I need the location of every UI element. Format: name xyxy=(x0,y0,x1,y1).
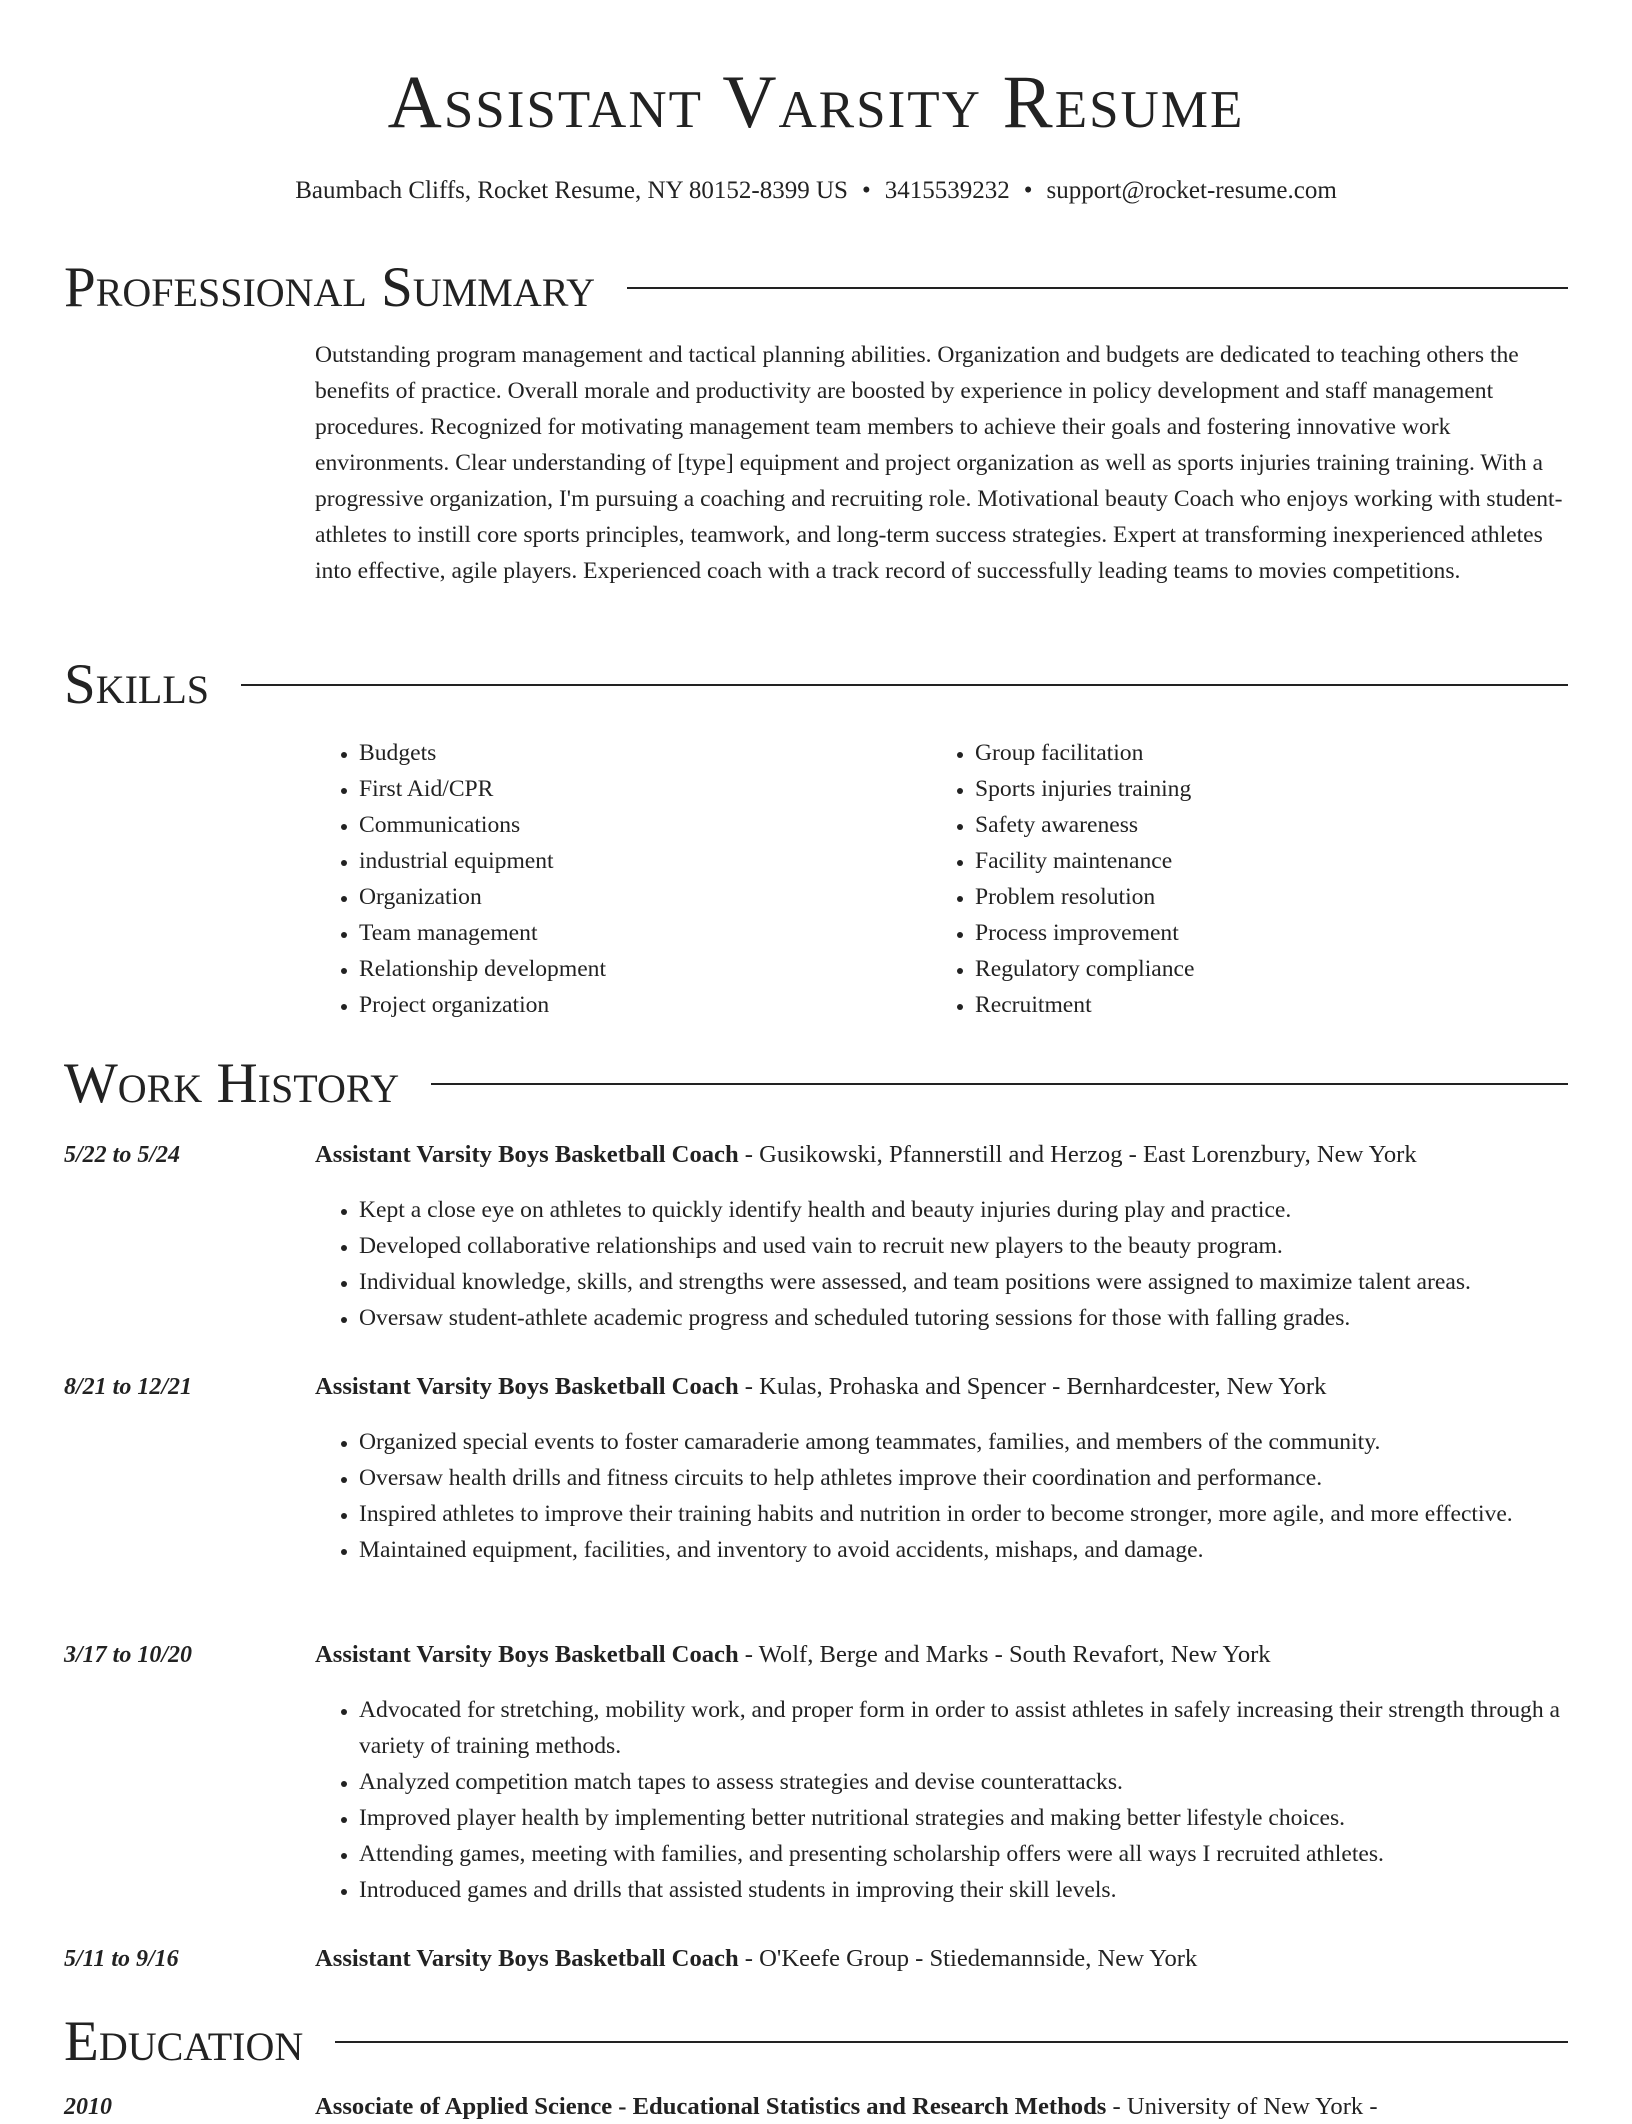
skill-item: • First Aid/CPR xyxy=(359,771,915,807)
skill-item: • Budgets xyxy=(359,735,915,771)
education-degree: Associate of Applied Science - Educational Statistics and Research Methods xyxy=(315,2093,1107,2120)
skill-item: • Recruitment xyxy=(975,987,1531,1023)
education-heading: Education xyxy=(64,2010,304,2073)
work-section-header xyxy=(64,1049,1568,1119)
job-employer: - Kulas, Prohaska and Spencer - Bernhardcester, New York xyxy=(738,1373,1327,1400)
summary-text: Outstanding program management and tactical planning abilities. Organization and budgets are dedicated to teaching others the benefits of practice. Overall morale and productivity are boosted by experience in policy development and staff management procedures. Recognized for motivating management team members to achieve their goals and fostering innovative work environments. Clear understanding of [type] equipment and project organization as well as sports injuries training training. With a progressive organization, I'm pursuing a coaching and recruiting role. Motivational beauty Coach who enjoys working with student-athletes to instill core sports principles, teamwork, and long-term success strategies. Expert at transforming inexperienced athletes into effective, agile players. Experienced coach with a track record of successfully leading teams to movies competitions. xyxy=(315,342,1563,584)
skills-column-left xyxy=(315,735,915,1023)
contact-separator: • xyxy=(861,177,871,204)
contact-address: Baumbach Cliffs, Rocket Resume, NY 80152-8399 US xyxy=(295,177,848,204)
job-heading xyxy=(315,1942,1575,1976)
resume-name: Assistant Varsity Resume xyxy=(387,61,1245,144)
job-bullet: • Individual knowledge, skills, and strengths were assessed, and team positions were assigned to maximize talent areas. xyxy=(359,1264,1570,1300)
skill-item: • Project organization xyxy=(359,987,915,1023)
job-employer: - Gusikowski, Pfannerstill and Herzog - East Lorenzbury, New York xyxy=(738,1141,1417,1168)
skill-item: • Process improvement xyxy=(975,915,1531,951)
job-bullet: • Analyzed competition match tapes to assess strategies and devise counterattacks. xyxy=(359,1764,1570,1800)
skill-item: • Relationship development xyxy=(359,951,915,987)
job-bullet: • Kept a close eye on athletes to quickly identify health and beauty injuries during play and practice. xyxy=(359,1192,1570,1228)
job-bullet: • Oversaw student-athlete academic progress and scheduled tutoring sessions for those with falling grades. xyxy=(359,1300,1570,1336)
contact-phone: 3415539232 xyxy=(884,177,1010,204)
job-bullets xyxy=(315,1424,1570,1568)
job-title: Assistant Varsity Boys Basketball Coach xyxy=(315,1141,739,1168)
skill-item: • Sports injuries training xyxy=(975,771,1531,807)
skills-heading: Skills xyxy=(64,653,210,716)
skill-item: • Safety awareness xyxy=(975,807,1531,843)
job-bullet: • Organized special events to foster camaraderie among teammates, families, and members of the community. xyxy=(359,1424,1570,1460)
job-bullet: • Advocated for stretching, mobility work, and proper form in order to assist athletes in safely increasing their strength through a variety of training methods. xyxy=(359,1692,1570,1764)
section-divider xyxy=(335,2041,1568,2043)
job-heading xyxy=(315,1370,1575,1404)
job-heading xyxy=(315,1638,1575,1672)
job-employer: - O'Keefe Group - Stiedemannside, New York xyxy=(738,1945,1198,1972)
skill-item: • Problem resolution xyxy=(975,879,1531,915)
education-heading-line xyxy=(315,2090,1575,2124)
work-heading: Work History xyxy=(64,1052,400,1115)
job-bullet: • Oversaw health drills and fitness circuits to help athletes improve their coordination and performance. xyxy=(359,1460,1570,1496)
skill-item: • Organization xyxy=(359,879,915,915)
summary-heading: Professional Summary xyxy=(64,256,596,319)
job-dates: 3/17 to 10/20 xyxy=(64,1642,193,1668)
job-bullet: • Maintained equipment, facilities, and inventory to avoid accidents, mishaps, and damage. xyxy=(359,1532,1570,1568)
job-dates: 8/21 to 12/21 xyxy=(64,1374,193,1400)
education-section-header xyxy=(64,2007,1568,2077)
skills-column-right xyxy=(931,735,1531,1023)
skill-item: • Group facilitation xyxy=(975,735,1531,771)
skill-item: • Regulatory compliance xyxy=(975,951,1531,987)
skill-item: • Communications xyxy=(359,807,915,843)
skills-section-header xyxy=(64,650,1568,720)
section-divider xyxy=(431,1083,1568,1085)
contact-line xyxy=(0,174,1632,208)
job-bullet: • Inspired athletes to improve their training habits and nutrition in order to become stronger, more agile, and more effective. xyxy=(359,1496,1570,1532)
job-title: Assistant Varsity Boys Basketball Coach xyxy=(315,1373,739,1400)
skill-item: • Team management xyxy=(359,915,915,951)
skill-item: • industrial equipment xyxy=(359,843,915,879)
job-bullet: • Attending games, meeting with families, and presenting scholarship offers were all ways I recruited athletes. xyxy=(359,1836,1570,1872)
summary-section-header xyxy=(64,253,1568,323)
section-divider xyxy=(627,287,1568,289)
job-title: Assistant Varsity Boys Basketball Coach xyxy=(315,1945,739,1972)
contact-separator: • xyxy=(1023,177,1033,204)
job-bullet: • Developed collaborative relationships and used vain to recruit new players to the beauty program. xyxy=(359,1228,1570,1264)
skill-item: • Facility maintenance xyxy=(975,843,1531,879)
job-dates: 5/11 to 9/16 xyxy=(64,1946,179,1972)
job-dates: 5/22 to 5/24 xyxy=(64,1142,181,1168)
education-school: - University of New York - xyxy=(1106,2093,1378,2120)
job-bullets xyxy=(315,1692,1570,1908)
job-title: Assistant Varsity Boys Basketball Coach xyxy=(315,1641,739,1668)
job-bullet: • Improved player health by implementing better nutritional strategies and making better lifestyle choices. xyxy=(359,1800,1570,1836)
job-heading xyxy=(315,1138,1575,1172)
education-year: 2010 xyxy=(64,2094,112,2120)
job-bullet: • Introduced games and drills that assisted students in improving their skill levels. xyxy=(359,1872,1570,1908)
section-divider xyxy=(241,684,1568,686)
contact-email: support@rocket-resume.com xyxy=(1046,177,1337,204)
job-employer: - Wolf, Berge and Marks - South Revafort, New York xyxy=(738,1641,1271,1668)
job-bullets xyxy=(315,1192,1570,1336)
